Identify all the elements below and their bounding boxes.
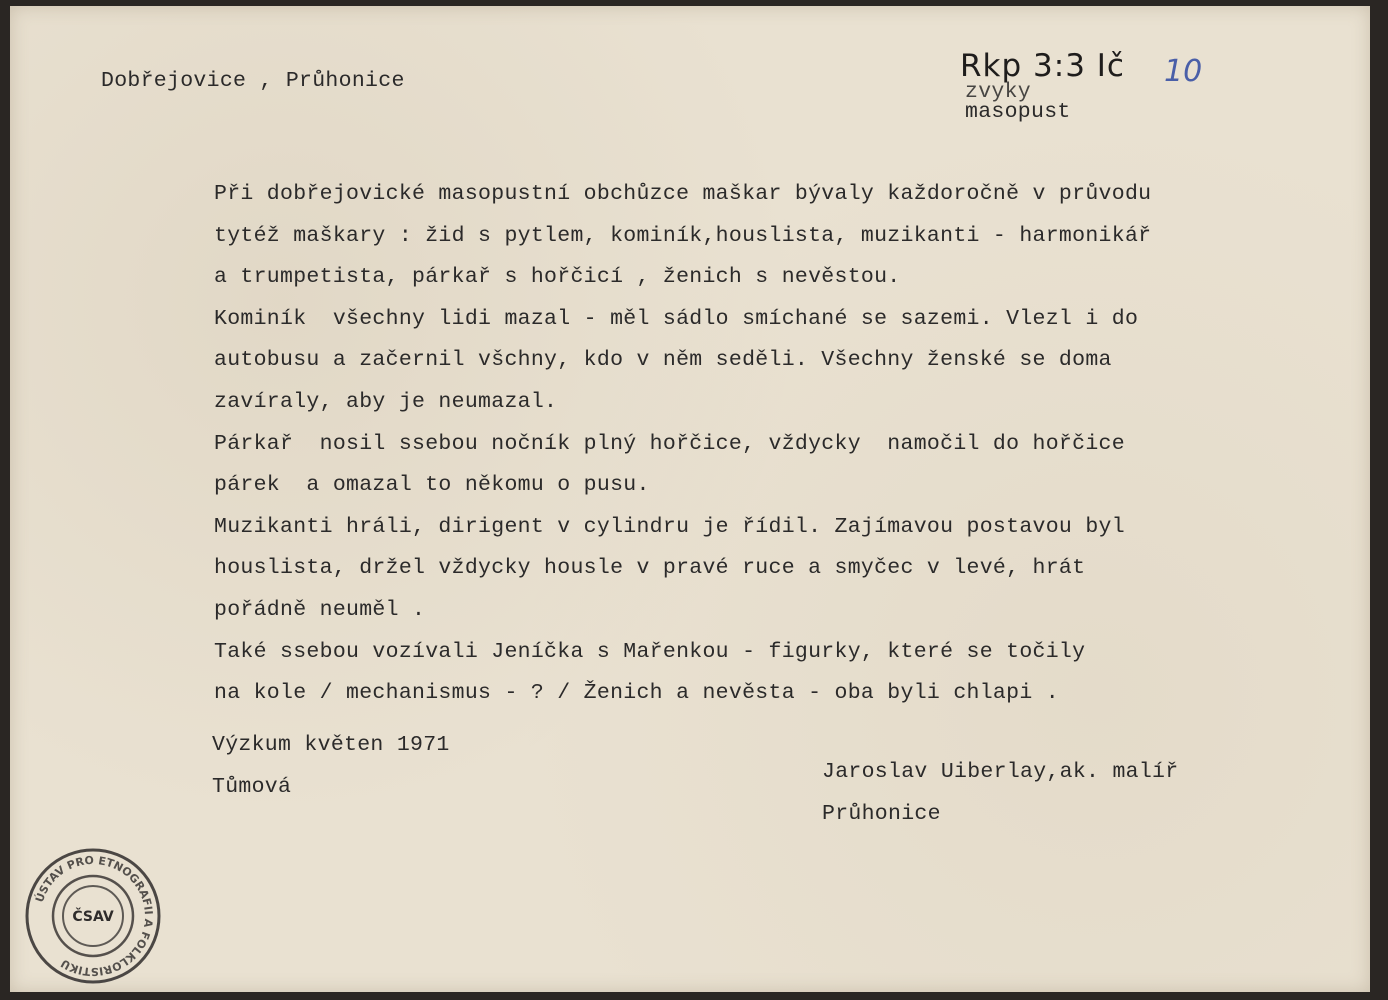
body-line: Také ssebou vozívali Jeníčka s Mařenkou - figurky, které se točily	[214, 639, 1086, 664]
locality-heading: Dobřejovice , Průhonice	[101, 69, 405, 93]
body-line: Muzikanti hráli, dirigent v cylindru je řídil. Zajímavou postavou byl	[214, 514, 1125, 539]
institution-stamp	[22, 845, 164, 987]
archive-mark: Rkp 3:3 Ič	[960, 48, 1125, 84]
body-line: Párkař nosil ssebou nočník plný hořčice, vždycky namočil do hořčice	[214, 431, 1125, 456]
category-label: zvyky	[965, 80, 1032, 104]
body-line: tytéž maškary : žid s pytlem, kominík,houslista, muzikanti - harmonikář	[214, 223, 1152, 248]
body-line: na kole / mechanismus - ? / Ženich a nevěsta - oba byli chlapi .	[214, 681, 1059, 706]
informant-name: Jaroslav Uiberlay,ak. malíř	[822, 760, 1179, 784]
researcher-name: Tůmová	[212, 775, 292, 799]
body-line: zavíraly, aby je neumazal.	[214, 389, 558, 414]
stamp-center-text: ČSAV	[72, 909, 114, 925]
body-line: Při dobřejovické masopustní obchůzce maškar bývaly každoročně v průvodu	[214, 182, 1152, 206]
body-line: pořádně neuměl .	[214, 597, 426, 622]
body-line: houslista, držel vždycky housle v pravé ruce a smyčec v levé, hrát	[214, 556, 1086, 581]
body-line: párek a omazal to někomu o pusu.	[214, 473, 650, 498]
subject-label: masopust	[965, 100, 1071, 124]
body-text	[214, 174, 1151, 715]
stamp-ring-text: ÚSTAV PRO ETNOGRAFII A FOLKLORISTIKU	[33, 853, 156, 979]
research-note: Výzkum květen 1971	[212, 733, 450, 757]
body-line: Kominík všechny lidi mazal - měl sádlo smíchané se sazemi. Vlezl i do	[214, 306, 1139, 331]
archive-card	[10, 6, 1370, 992]
archive-number: 10	[1164, 54, 1203, 89]
body-line: a trumpetista, párkař s hořčicí , ženich s nevěstou.	[214, 265, 901, 290]
informant-place: Průhonice	[822, 802, 941, 826]
body-line: autobusu a začernil všchny, kdo v něm seděli. Všechny ženské se doma	[214, 348, 1112, 373]
